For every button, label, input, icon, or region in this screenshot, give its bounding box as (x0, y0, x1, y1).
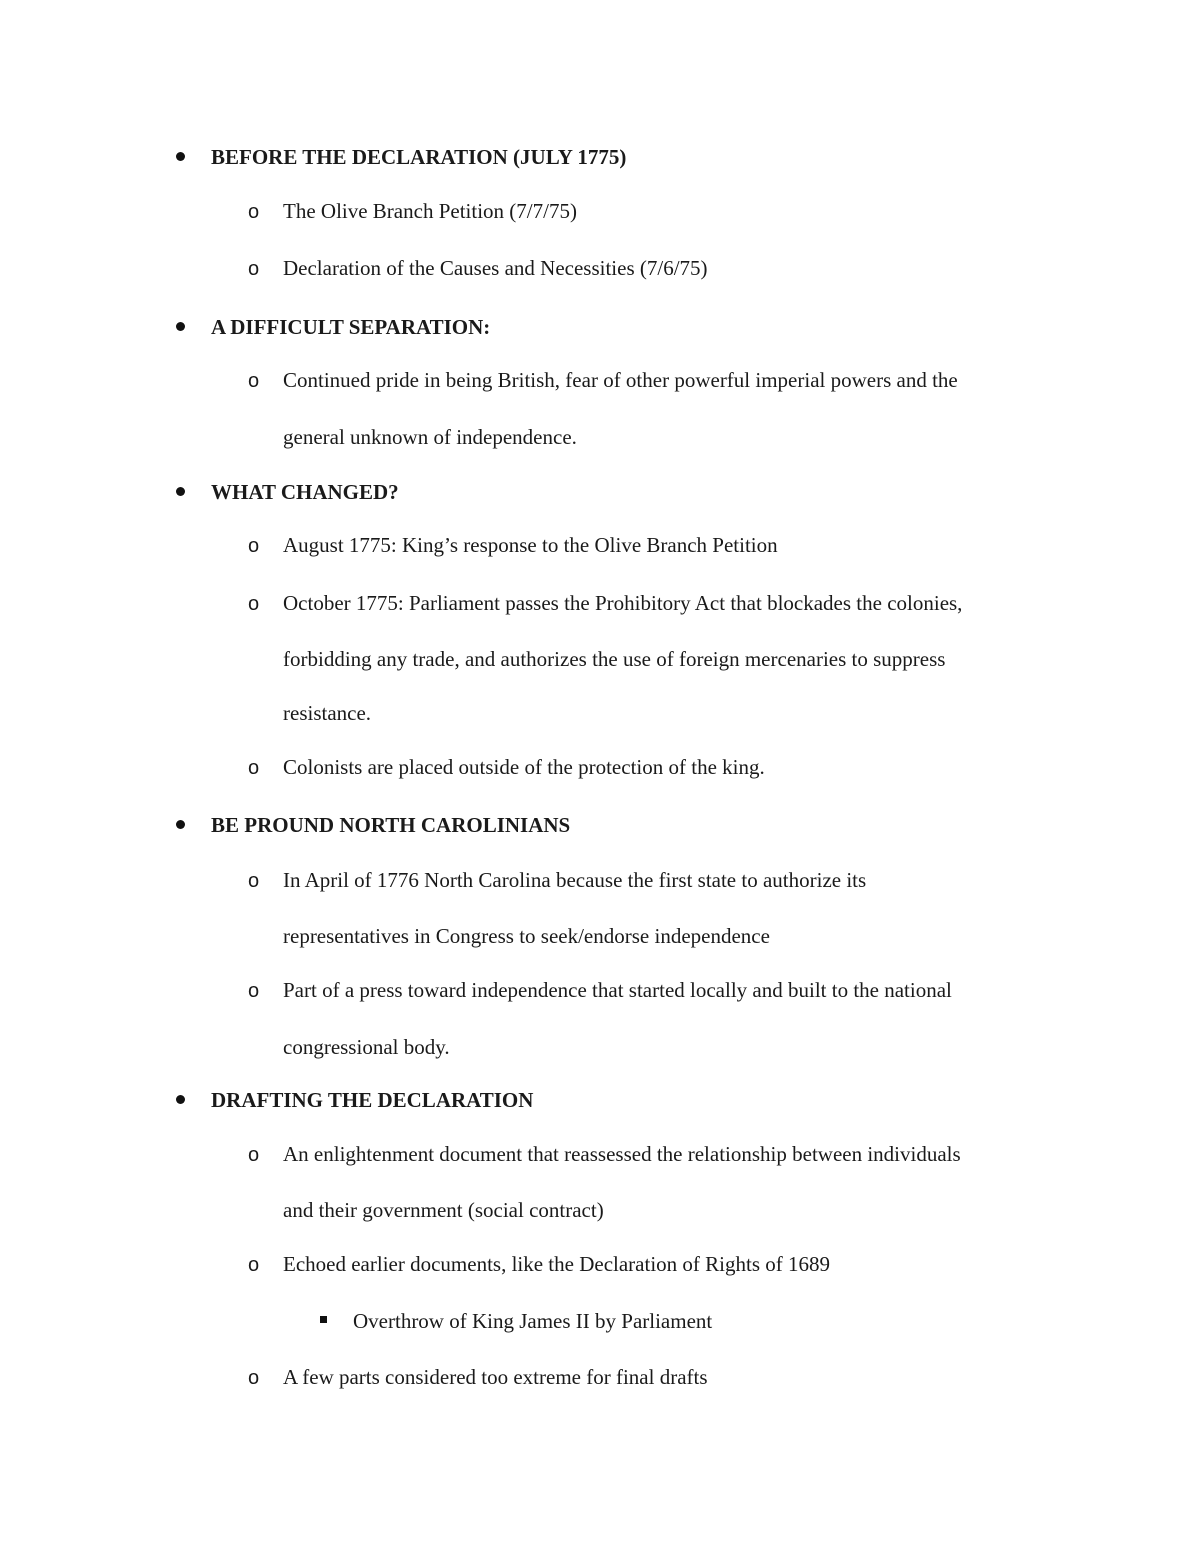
list-item: Declaration of the Causes and Necessities (7/6/75) (283, 256, 708, 280)
square-bullet-icon (320, 1316, 327, 1323)
sub-bullet-icon: o (248, 201, 260, 223)
bullet-icon (176, 322, 185, 331)
list-item-continuation: general unknown of independence. (283, 425, 577, 449)
bullet-icon (176, 820, 185, 829)
nested-list-item: Overthrow of King James II by Parliament (353, 1309, 713, 1333)
list-item: Continued pride in being British, fear of other powerful imperial powers and the (283, 368, 958, 392)
list-item-continuation: and their government (social contract) (283, 1198, 604, 1222)
sub-bullet-icon: o (248, 370, 260, 392)
sub-bullet-icon: o (248, 1144, 260, 1166)
sub-bullet-icon: o (248, 870, 260, 892)
section-heading: DRAFTING THE DECLARATION (211, 1088, 534, 1112)
list-item: Part of a press toward independence that started locally and built to the national (283, 978, 952, 1002)
bullet-icon (176, 487, 185, 496)
sub-bullet-icon: o (248, 1367, 260, 1389)
section-heading: BEFORE THE DECLARATION (JULY 1775) (211, 145, 627, 169)
section-heading: BE PROUND NORTH CAROLINIANS (211, 813, 571, 837)
list-item: In April of 1776 North Carolina because the first state to authorize its (283, 868, 867, 892)
list-item: A few parts considered too extreme for final drafts (283, 1365, 708, 1389)
bullet-icon (176, 1095, 185, 1104)
list-item: Echoed earlier documents, like the Declaration of Rights of 1689 (283, 1252, 830, 1276)
list-item-continuation: resistance. (283, 701, 372, 725)
list-item: The Olive Branch Petition (7/7/75) (283, 199, 577, 223)
sub-bullet-icon: o (248, 258, 260, 280)
bullet-icon (176, 152, 185, 161)
sub-bullet-icon: o (248, 757, 260, 779)
list-item: Colonists are placed outside of the protection of the king. (283, 755, 765, 779)
sub-bullet-icon: o (248, 980, 260, 1002)
list-item-continuation: representatives in Congress to seek/endorse independence (283, 924, 770, 948)
list-item: August 1775: King’s response to the Olive Branch Petition (283, 533, 778, 557)
list-item: October 1775: Parliament passes the Prohibitory Act that blockades the colonies, (283, 591, 963, 615)
list-item-continuation: congressional body. (283, 1035, 450, 1059)
list-item: An enlightenment document that reassessed the relationship between individuals (283, 1142, 961, 1166)
section-heading: WHAT CHANGED? (211, 480, 399, 504)
sub-bullet-icon: o (248, 593, 260, 615)
sub-bullet-icon: o (248, 535, 260, 557)
sub-bullet-icon: o (248, 1254, 260, 1276)
list-item-continuation: forbidding any trade, and authorizes the use of foreign mercenaries to suppress (283, 647, 946, 671)
section-heading: A DIFFICULT SEPARATION: (211, 315, 491, 339)
